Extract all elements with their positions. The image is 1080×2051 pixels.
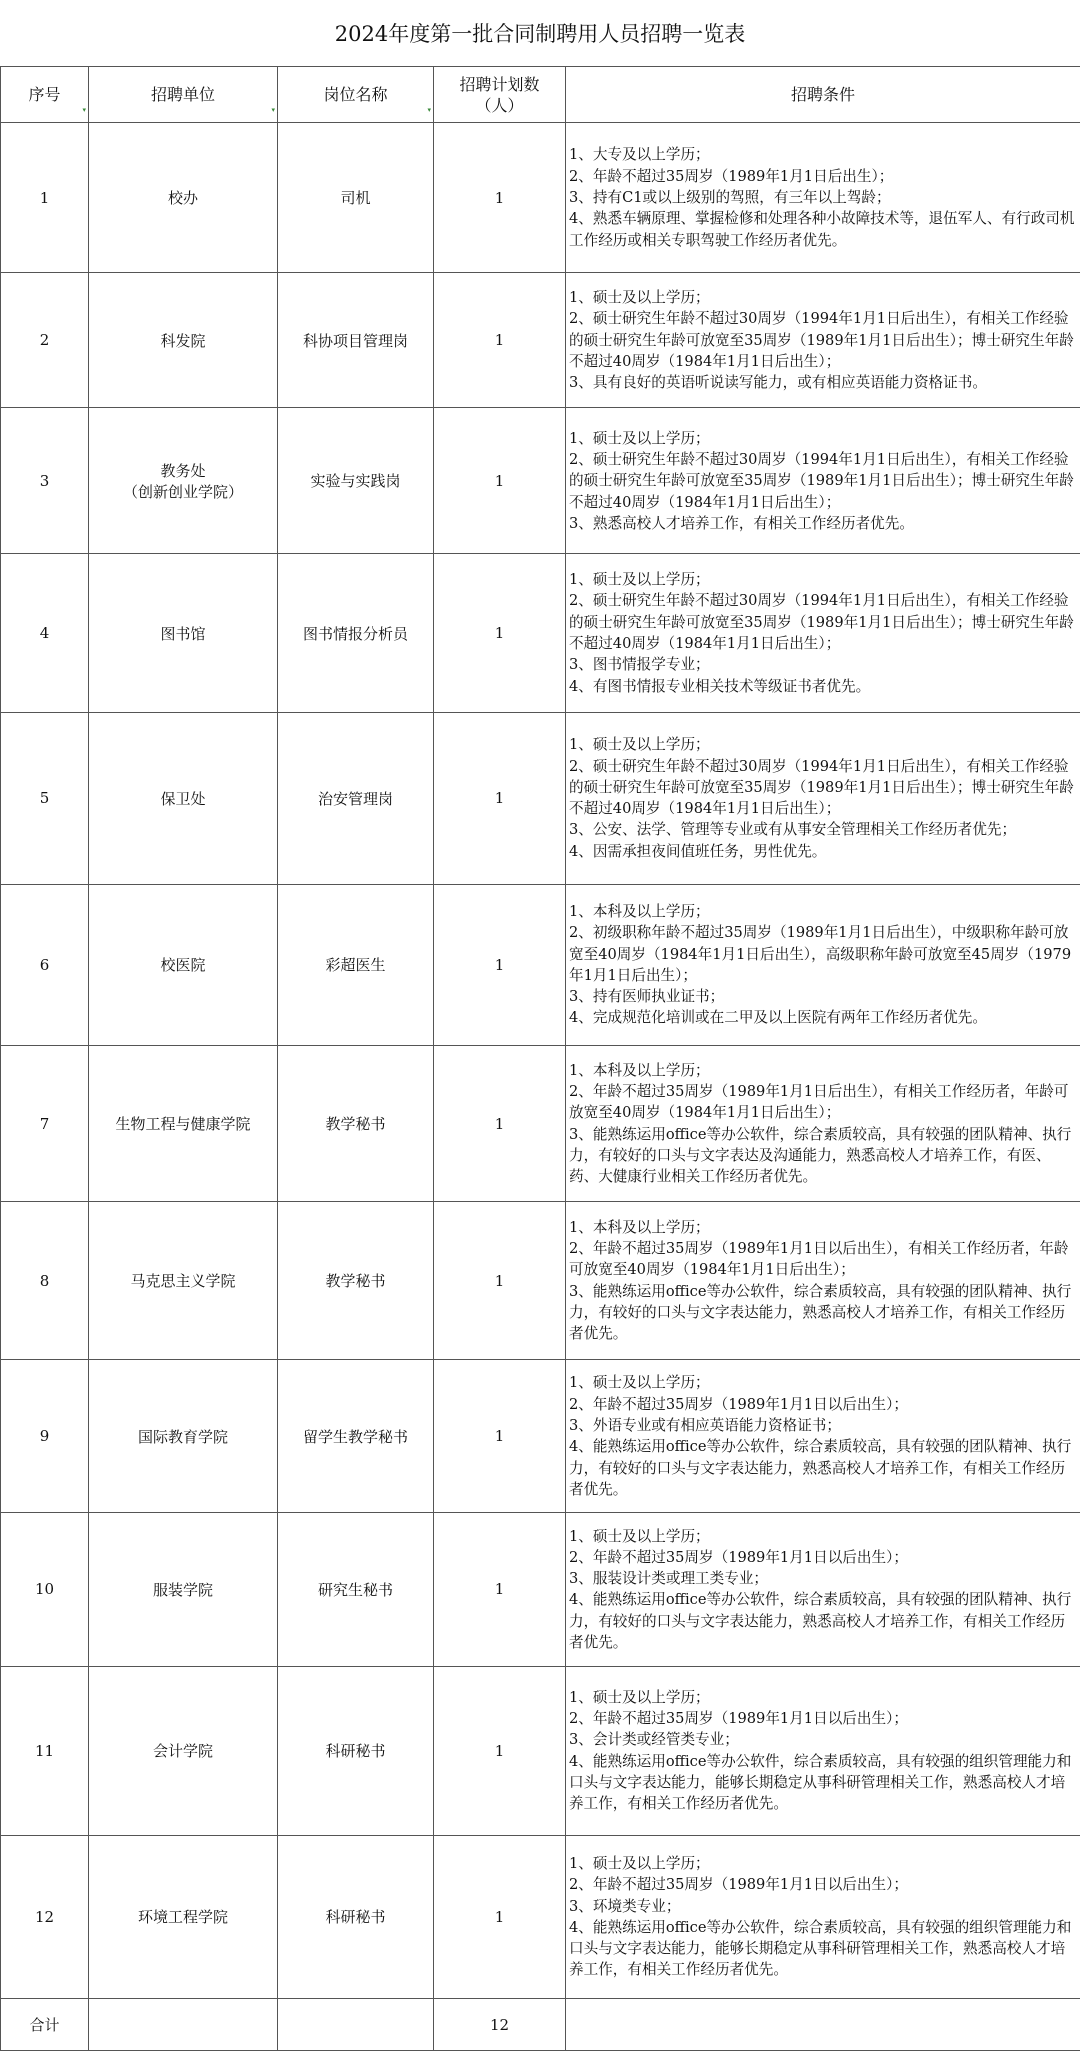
plan-count[interactable]: 1 [434, 554, 566, 712]
total-empty-cell[interactable] [89, 1999, 278, 2051]
plan-count[interactable]: 1 [434, 1045, 566, 1201]
unit-cell[interactable] [89, 123, 278, 273]
requirement-line: 3、会计类或经管类专业； [569, 1731, 739, 1749]
header-unit-label: 招聘单位 [150, 85, 215, 104]
requirement-line: 4、能熟练运用office等办公软件，综合素质较高，具有较强的团队精神、执行力，有较好的口头与文字表达能力，熟悉高校人才培养工作，有相关工作经历者优先。 [569, 1438, 1072, 1498]
unit-name: 会计学院 [152, 1742, 213, 1761]
requirement-line: 1、硕士及以上学历； [569, 736, 710, 754]
table-row [1, 1360, 1080, 1513]
requirement-line: 4、能熟练运用office等办公软件，综合素质较高，具有较强的组织管理能力和口头与文字表达能力，能够长期稳定从事科研管理相关工作，熟悉高校人才培养工作，有相关工作经历者优先。 [569, 1918, 1072, 1979]
position-name[interactable]: 教学秘书 [278, 1202, 434, 1360]
unit-cell[interactable] [89, 408, 278, 554]
requirements-cell[interactable] [566, 1360, 1080, 1513]
position-name[interactable]: 图书情报分析员 [278, 554, 434, 712]
plan-count[interactable]: 1 [434, 123, 566, 273]
row-number[interactable]: 1 [1, 123, 89, 273]
requirement-line: 4、有图书情报专业相关技术等级证书者优先。 [569, 677, 871, 695]
filter-dropdown-icon[interactable]: ▾ [82, 106, 86, 114]
requirement-line: 4、能熟练运用office等办公软件，综合素质较高，具有较强的组织管理能力和口头与文字表达能力，能够长期稳定从事科研管理相关工作，熟悉高校人才培养工作，有相关工作经历者优先。 [569, 1752, 1072, 1813]
requirement-line: 3、外语专业或有相应英语能力资格证书； [569, 1417, 841, 1435]
position-name[interactable]: 研究生秘书 [278, 1513, 434, 1666]
row-number[interactable]: 8 [1, 1202, 89, 1360]
unit-cell[interactable] [89, 1666, 278, 1835]
row-number[interactable]: 2 [1, 273, 89, 408]
plan-count[interactable]: 1 [434, 273, 566, 408]
requirement-line: 1、硕士及以上学历； [569, 571, 710, 589]
unit-name: 图书馆 [160, 624, 206, 643]
total-label[interactable]: 合计 [1, 1999, 89, 2051]
unit-cell[interactable] [89, 1202, 278, 1360]
position-name[interactable]: 科协项目管理岗 [278, 273, 434, 408]
requirement-line: 3、公安、法学、管理等专业或有从事安全管理相关工作经历者优先； [569, 821, 1017, 839]
unit-cell[interactable] [89, 712, 278, 884]
requirement-line: 2、硕士研究生年龄不超过30周岁（1994年1月1日后出生），有相关工作经验的硕士研究生年龄可放宽至35周岁（1989年1月1日后出生）；博士研究生年龄不超过40周岁（1984年1月1日后出生）； [569, 450, 1074, 511]
position-name[interactable]: 科研秘书 [278, 1835, 434, 1998]
filter-dropdown-icon[interactable]: ▾ [271, 106, 275, 114]
requirement-line: 2、硕士研究生年龄不超过30周岁（1994年1月1日后出生），有相关工作经验的硕士研究生年龄可放宽至35周岁（1989年1月1日后出生）；博士研究生年龄不超过40周岁（1984年1月1日后出生）； [569, 757, 1074, 818]
unit-subname: （创新创业学院） [122, 482, 243, 501]
unit-name: 校医院 [160, 956, 206, 975]
plan-count[interactable]: 1 [434, 1666, 566, 1835]
requirement-line: 3、服装设计类或理工类专业； [569, 1570, 769, 1588]
requirements-cell[interactable] [566, 554, 1080, 712]
filter-dropdown-icon[interactable]: ▾ [427, 106, 431, 114]
requirement-line: 1、本科及以上学历； [569, 902, 710, 920]
total-empty-cell[interactable] [566, 1999, 1080, 2051]
requirements-cell[interactable] [566, 712, 1080, 884]
table-row [1, 1835, 1080, 1998]
requirement-line: 1、硕士及以上学历； [569, 1854, 710, 1872]
header-unit[interactable] [89, 67, 278, 123]
row-number[interactable]: 7 [1, 1045, 89, 1201]
row-number[interactable]: 9 [1, 1360, 89, 1513]
requirements-cell[interactable] [566, 884, 1080, 1045]
requirement-line: 2、年龄不超过35周岁（1989年1月1日后出生），有相关工作经历者，年龄可放宽至40周岁（1984年1月1日后出生）； [569, 1082, 1069, 1122]
table-row [1, 1666, 1080, 1835]
position-name[interactable]: 科研秘书 [278, 1666, 434, 1835]
requirement-line: 4、因需承担夜间值班任务，男性优先。 [569, 842, 827, 860]
row-number[interactable]: 12 [1, 1835, 89, 1998]
requirement-line: 2、年龄不超过35周岁（1989年1月1日以后出生）； [569, 1876, 908, 1894]
position-name[interactable]: 教学秘书 [278, 1045, 434, 1201]
unit-cell[interactable] [89, 273, 278, 408]
table-row [1, 1513, 1080, 1666]
unit-cell[interactable] [89, 554, 278, 712]
requirement-line: 2、硕士研究生年龄不超过30周岁（1994年1月1日后出生），有相关工作经验的硕士研究生年龄可放宽至35周岁（1989年1月1日后出生）；博士研究生年龄不超过40周岁（1984年1月1日后出生）； [569, 592, 1074, 653]
table-row [1, 273, 1080, 408]
plan-count[interactable]: 1 [434, 712, 566, 884]
plan-count[interactable]: 1 [434, 1513, 566, 1666]
row-number[interactable]: 10 [1, 1513, 89, 1666]
requirement-line: 2、年龄不超过35周岁（1989年1月1日以后出生）； [569, 1395, 908, 1413]
requirement-line: 1、硕士及以上学历； [569, 288, 710, 306]
header-row [1, 67, 1080, 123]
table-row [1, 884, 1080, 1045]
plan-count[interactable]: 1 [434, 884, 566, 1045]
requirement-line: 2、年龄不超过35周岁（1989年1月1日后出生）； [569, 167, 894, 185]
requirements-cell[interactable] [566, 1202, 1080, 1360]
unit-name: 科发院 [160, 331, 206, 350]
requirements-cell[interactable] [566, 408, 1080, 554]
row-number[interactable]: 11 [1, 1666, 89, 1835]
requirements-cell[interactable] [566, 1835, 1080, 1998]
requirement-line: 3、熟悉高校人才培养工作，有相关工作经历者优先。 [569, 514, 914, 532]
position-name[interactable]: 彩超医生 [278, 884, 434, 1045]
header-conditions[interactable] [566, 67, 1080, 123]
requirement-line: 2、年龄不超过35周岁（1989年1月1日以后出生）； [569, 1710, 908, 1728]
table-row [1, 1045, 1080, 1201]
table-row [1, 123, 1080, 273]
requirement-line: 2、年龄不超过35周岁（1989年1月1日以后出生）； [569, 1548, 908, 1566]
unit-name: 保卫处 [160, 789, 206, 808]
unit-name: 教务处 [160, 461, 206, 480]
requirement-line: 3、能熟练运用office等办公软件，综合素质较高，具有较强的团队精神、执行力，有较好的口头与文字表达及沟通能力，熟悉高校人才培养工作，有医、药、大健康行业相关工作经历者优先。 [569, 1125, 1072, 1186]
unit-name: 马克思主义学院 [130, 1272, 236, 1291]
requirement-line: 2、初级职称年龄不超过35周岁（1989年1月1日后出生），中级职称年龄可放宽至40周岁（1984年1月1日后出生），高级职称年龄可放宽至45周岁（1979年1月1日后出生）； [569, 924, 1072, 984]
position-name[interactable]: 留学生教学秘书 [278, 1360, 434, 1513]
requirement-line: 4、能熟练运用office等办公软件，综合素质较高，具有较强的团队精神、执行力，有较好的口头与文字表达能力，熟悉高校人才培养工作，有相关工作经历者优先。 [569, 1591, 1072, 1652]
requirement-line: 1、硕士及以上学历； [569, 1374, 710, 1392]
requirement-line: 3、能熟练运用office等办公软件，综合素质较高，具有较强的团队精神、执行力，有较好的口头与文字表达能力，熟悉高校人才培养工作，有相关工作经历者优先。 [569, 1282, 1072, 1343]
position-name[interactable]: 治安管理岗 [278, 712, 434, 884]
page-title: 2024年度第一批合同制聘用人员招聘一览表 [0, 0, 1080, 67]
table-row [1, 554, 1080, 712]
unit-cell[interactable] [89, 1045, 278, 1201]
unit-name: 生物工程与健康学院 [115, 1115, 251, 1133]
unit-name: 校办 [167, 189, 198, 208]
requirements-cell[interactable] [566, 1045, 1080, 1201]
position-name[interactable]: 司机 [278, 123, 434, 273]
table-row [1, 712, 1080, 884]
requirements-cell[interactable] [566, 1513, 1080, 1666]
unit-name: 国际教育学院 [137, 1427, 228, 1446]
unit-cell[interactable] [89, 1513, 278, 1666]
plan-count[interactable]: 1 [434, 1835, 566, 1998]
requirement-line: 3、图书情报学专业； [569, 656, 710, 674]
requirement-line: 1、硕士及以上学历； [569, 1527, 710, 1545]
requirement-line: 3、环境类专业； [569, 1897, 681, 1915]
requirements-cell[interactable] [566, 273, 1080, 408]
plan-count[interactable]: 1 [434, 408, 566, 554]
requirement-line: 1、本科及以上学历； [569, 1218, 710, 1236]
plan-count[interactable]: 1 [434, 1360, 566, 1513]
row-number[interactable]: 3 [1, 408, 89, 554]
total-row [1, 1999, 1080, 2051]
unit-name: 服装学院 [152, 1580, 213, 1599]
plan-count[interactable]: 1 [434, 1202, 566, 1360]
table-row [1, 1202, 1080, 1360]
requirement-line: 3、持有C1或以上级别的驾照，有三年以上驾龄； [569, 188, 891, 206]
unit-cell[interactable] [89, 1835, 278, 1998]
unit-name: 环境工程学院 [137, 1908, 228, 1927]
total-count[interactable]: 12 [434, 1999, 566, 2051]
row-number[interactable]: 4 [1, 554, 89, 712]
unit-cell[interactable] [89, 1360, 278, 1513]
requirement-line: 1、本科及以上学历； [569, 1061, 710, 1079]
table-row [1, 408, 1080, 554]
position-name[interactable]: 实验与实践岗 [278, 408, 434, 554]
header-conditions-label: 招聘条件 [790, 85, 855, 104]
requirement-line: 1、大专及以上学历； [569, 146, 710, 164]
requirements-cell[interactable] [566, 1666, 1080, 1835]
row-number[interactable]: 6 [1, 884, 89, 1045]
header-plan[interactable] [434, 67, 566, 123]
header-plan-label: 招聘计划数 [459, 74, 540, 94]
unit-cell[interactable] [89, 884, 278, 1045]
requirement-line: 1、硕士及以上学历； [569, 1688, 710, 1706]
requirement-line: 3、具有良好的英语听说读写能力，或有相应英语能力资格证书。 [569, 374, 987, 392]
requirement-line: 2、硕士研究生年龄不超过30周岁（1994年1月1日后出生），有相关工作经验的硕士研究生年龄可放宽至35周岁（1989年1月1日后出生）；博士研究生年龄不超过40周岁（1984年1月1日后出生）； [569, 310, 1074, 370]
requirement-line: 4、完成规范化培训或在二甲及以上医院有两年工作经历者优先。 [569, 1009, 987, 1027]
recruitment-table [0, 66, 1080, 2051]
requirements-cell[interactable] [566, 123, 1080, 273]
requirement-line: 2、年龄不超过35周岁（1989年1月1日以后出生），有相关工作经历者，年龄可放宽至40周岁（1984年1月1日后出生）； [569, 1240, 1069, 1279]
requirement-line: 4、熟悉车辆原理、掌握检修和处理各种小故障技术等，退伍军人、有行政司机工作经历或相关专职驾驶工作经历者优先。 [569, 210, 1075, 249]
total-empty-cell[interactable] [278, 1999, 434, 2051]
requirement-line: 3、持有医师执业证书； [569, 988, 725, 1006]
row-number[interactable]: 5 [1, 712, 89, 884]
requirement-line: 1、硕士及以上学历； [569, 429, 710, 447]
header-position-label: 岗位名称 [323, 85, 388, 104]
header-position[interactable] [278, 67, 434, 123]
header-plan-unit: （人） [475, 95, 524, 115]
header-no-label: 序号 [28, 85, 61, 104]
header-no[interactable] [1, 67, 89, 123]
